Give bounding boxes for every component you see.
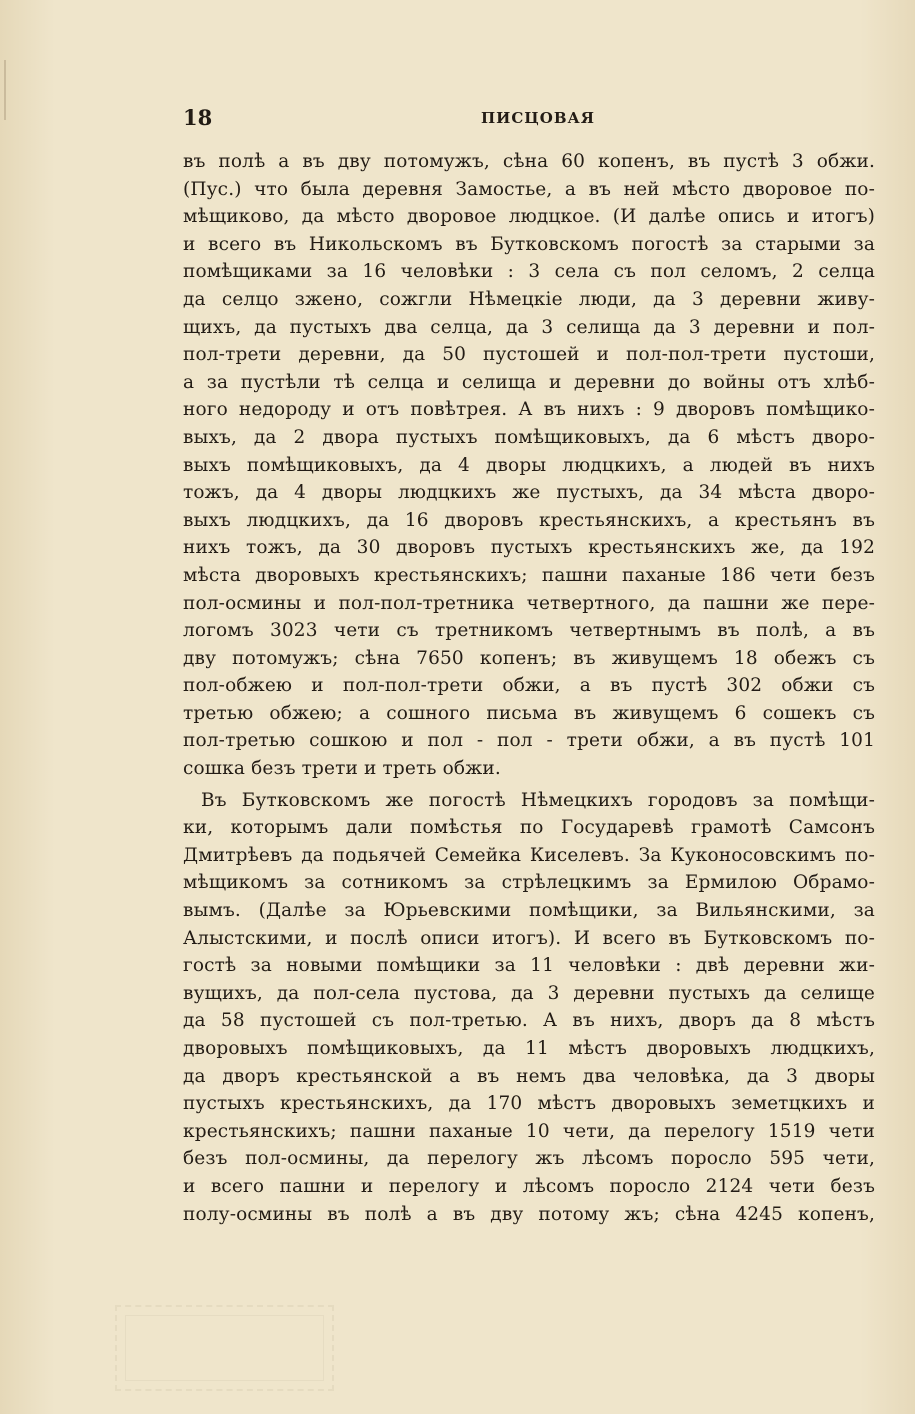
text-line: помѣщиками за 16 человѣки : 3 села съ пол селомъ, 2 селца xyxy=(183,261,875,283)
paragraph-2 xyxy=(183,787,875,1229)
paragraph-1 xyxy=(183,148,875,783)
text-line: дву потомужъ; сѣна 7650 копенъ; въ живущемъ 18 обежъ съ xyxy=(183,647,875,669)
text-line: мѣщиково, да мѣсто дворовое людцкое. (И далѣе опись и итогъ) xyxy=(183,206,875,228)
text-line: безъ пол-осмины, да перелогу жъ лѣсомъ поросло 595 чети, xyxy=(183,1148,875,1170)
text-line: и всего пашни и перелогу и лѣсомъ поросло 2124 чети безъ xyxy=(183,1175,875,1197)
text-line: Въ Бутковскомъ же погостѣ Нѣмецкихъ городовъ за помѣщи- xyxy=(201,789,875,811)
text-line: да дворъ крестьянской а въ немъ два человѣка, да 3 дворы xyxy=(183,1065,875,1087)
text-line: нихъ тожъ, да 30 дворовъ пустыхъ крестьянскихъ же, да 192 xyxy=(183,537,875,559)
text-line: выхъ помѣщиковыхъ, да 4 дворы людцкихъ, а людей въ нихъ xyxy=(183,454,875,476)
page-header xyxy=(183,105,873,135)
text-line: щихъ, да пустыхъ два селца, да 3 селища да 3 деревни и пол- xyxy=(183,316,875,338)
text-line: Алыстскими, и послѣ описи итогъ). И всего въ Бутковскомъ по- xyxy=(183,927,875,949)
text-line: Дмитрѣевъ да подьячей Семейка Киселевъ. За Куконосовскимъ по- xyxy=(183,844,875,866)
text-line: и всего въ Никольскомъ въ Бутковскомъ погостѣ за старыми за xyxy=(183,233,875,255)
text-line: ки, которымъ дали помѣстья по Государевѣ грамотѣ Самсонъ xyxy=(183,817,875,839)
text-line: дворовыхъ помѣщиковыхъ, да 11 мѣстъ дворовыхъ людцкихъ, xyxy=(183,1038,875,1059)
text-line: пустыхъ крестьянскихъ, да 170 мѣстъ дворовыхъ земетцкихъ и xyxy=(183,1093,875,1115)
text-line: пол-трети деревни, да 50 пустошей и пол-пол-трети пустоши, xyxy=(183,344,875,366)
text-line: третью обжею; а сошного письма въ живущемъ 6 сошекъ съ xyxy=(183,702,875,724)
text-line: выхъ, да 2 двора пустыхъ помѣщиковыхъ, да 6 мѣстъ дворо- xyxy=(183,426,875,448)
text-line: пол-третью сошкою и пол - пол - трети обжи, а въ пустѣ 101 xyxy=(183,730,875,752)
text-line: гостѣ за новыми помѣщики за 11 человѣки : двѣ деревни жи- xyxy=(183,955,875,977)
text-line: крестьянскихъ; пашни паханые 10 чети, да перелогу 1519 чети xyxy=(183,1120,875,1142)
text-line: тожъ, да 4 дворы людцкихъ же пустыхъ, да 34 мѣста дворо- xyxy=(183,482,875,504)
text-line: сошка безъ трети и треть обжи. xyxy=(183,758,501,780)
text-line: пол-осмины и пол-пол-третника четвертного, да пашни же пере- xyxy=(183,592,875,614)
text-line: выхъ людцкихъ, да 16 дворовъ крестьянскихъ, а крестьянъ въ xyxy=(183,509,875,531)
text-line: да селцо зжено, сожгли Нѣмецкіе люди, да 3 деревни живу- xyxy=(183,288,875,310)
page-edge-mark xyxy=(4,60,6,120)
page-number: 18 xyxy=(183,105,213,130)
library-stamp xyxy=(115,1305,334,1391)
body-text xyxy=(183,148,875,1228)
text-line: мѣста дворовыхъ крестьянскихъ; пашни паханые 186 чети безъ xyxy=(183,564,875,586)
text-line: въ полѣ а въ дву потомужъ, сѣна 60 копенъ, въ пустѣ 3 обжи. xyxy=(183,151,875,172)
text-line: (Пус.) что была деревня Замостье, а въ ней мѣсто дворовое по- xyxy=(183,178,875,200)
text-line: логомъ 3023 чети съ третникомъ четвертнымъ въ полѣ, а въ xyxy=(183,620,875,642)
text-line: а за пустѣли тѣ селца и селища и деревни до войны отъ хлѣб- xyxy=(183,371,875,393)
text-line: вымъ. (Далѣе за Юрьевскими помѣщики, за Вильянскими, за xyxy=(183,900,875,922)
text-line: полу-осмины въ полѣ а въ дву потому жъ; сѣна 4245 копенъ, xyxy=(183,1203,875,1225)
running-title: ПИСЦОВАЯ xyxy=(481,109,595,127)
text-line: ного недороду и отъ повѣтрея. А въ нихъ : 9 дворовъ помѣщико- xyxy=(183,399,875,421)
text-line: да 58 пустошей съ пол-третью. А въ нихъ, дворъ да 8 мѣстъ xyxy=(183,1010,875,1032)
text-line: мѣщикомъ за сотникомъ за стрѣлецкимъ за Ермилою Обрамо- xyxy=(183,872,875,894)
library-stamp-inner xyxy=(125,1315,324,1381)
text-line: вущихъ, да пол-села пустова, да 3 деревни пустыхъ да селище xyxy=(183,982,875,1004)
text-line: пол-обжею и пол-пол-трети обжи, а въ пустѣ 302 обжи съ xyxy=(183,675,875,697)
